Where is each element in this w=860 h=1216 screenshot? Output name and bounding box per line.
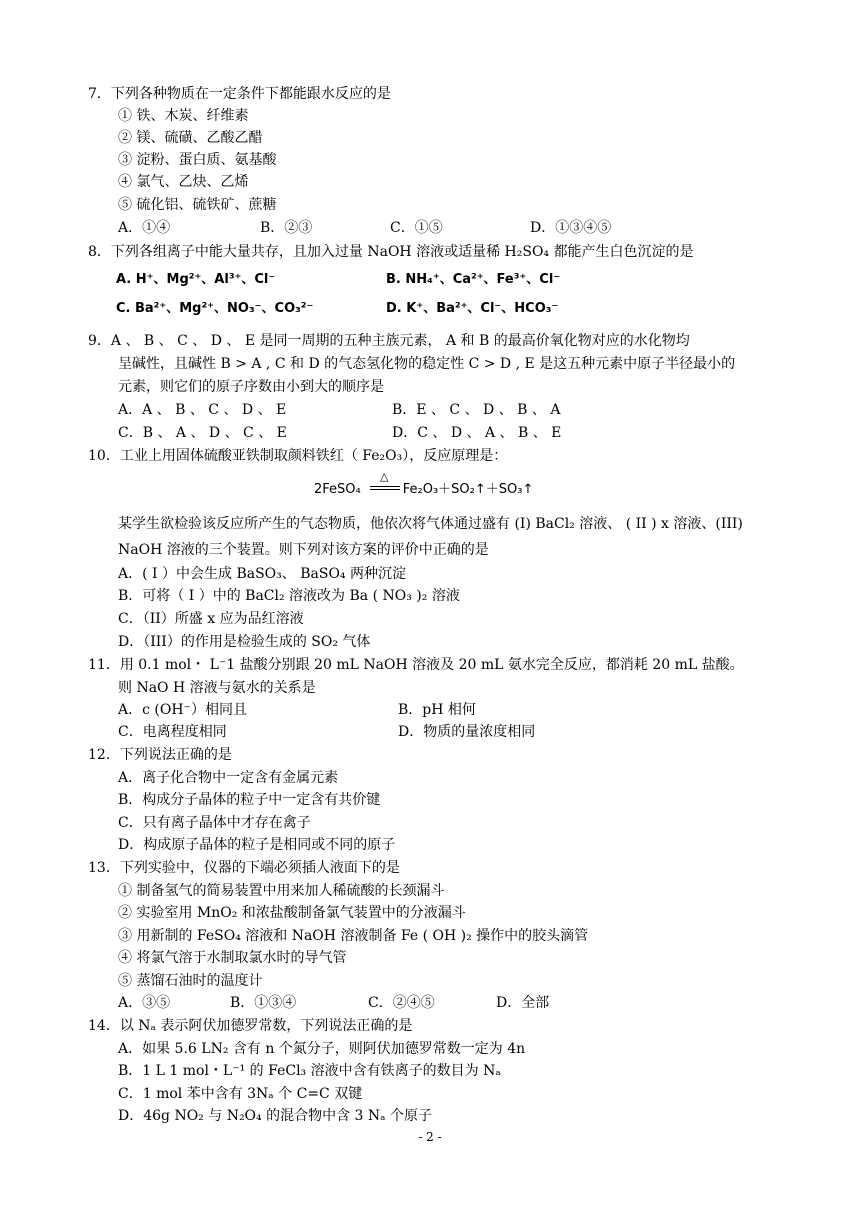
q12-option-a: A．离子化合物中一定含有金属元素 — [118, 770, 339, 786]
q8-option-a: A. H⁺、Mg²⁺、Al³⁺、Cl⁻ — [116, 272, 276, 287]
q13-item-2: ② 实验室用 MnO₂ 和浓盐酸制备氯气装置中的分液漏斗 — [118, 905, 466, 921]
q11-option-b: B．pH 相何 — [398, 702, 476, 718]
q13-option-b: B．①③④ — [230, 995, 297, 1011]
q7-item-4: ④ 氯气、乙炔、乙烯 — [118, 174, 249, 190]
q12-option-d: D．构成原子晶体的粒子是相同或不同的原子 — [118, 837, 396, 853]
q7-item-1: ① 铁、木炭、纤维素 — [118, 108, 249, 124]
q8-option-d: D. K⁺、Ba²⁺、Cl⁻、HCO₃⁻ — [386, 301, 559, 316]
q9-option-b: B．E 、 C 、 D 、 B 、 A — [392, 402, 561, 418]
q13-option-d: D．全部 — [496, 995, 550, 1011]
q10-stem: 10．工业上用固体硫酸亚铁制取颜料铁红（ Fe₂O₃），反应原理是： — [88, 448, 508, 464]
q9-stem-line-1: 9．A 、 B 、 C 、 D 、 E 是同一周期的五种主族元素， A 和 B 的最高价氧化物对应的水化物均 — [88, 333, 690, 349]
q12-stem: 12．下列说法正确的是 — [88, 747, 232, 763]
q10-stem-line-3: NaOH 溶液的三个装置。则下列对该方案的评价中正确的是 — [118, 542, 489, 558]
q9-option-d: D．C 、 D 、 A 、 B 、 E — [392, 425, 562, 441]
q10-option-b: B．可将（ I ）中的 BaCl₂ 溶液改为 Ba ( NO₃ )₂ 溶液 — [118, 588, 460, 604]
q12-option-c: C．只有离子晶体中才存在禽子 — [118, 815, 311, 831]
q7-stem: 7．下列各种物质在一定条件下都能跟水反应的是 — [88, 86, 391, 102]
q14-option-a: A．如果 5.6 LN₂ 含有 n 个氮分子，则阿伏加德罗常数一定为 4n — [118, 1041, 526, 1057]
q7-item-3: ③ 淀粉、蛋白质、氨基酸 — [118, 152, 277, 168]
q10-option-d: D．（III）的作用是检验生成的 SO₂ 气体 — [118, 634, 371, 650]
q8-stem: 8．下列各组离子中能大量共存，且加入过量 NaOH 溶液或适量稀 H₂SO₄ 都能产生白色沉淀的是 — [88, 244, 694, 260]
q10-equation-bar — [370, 486, 400, 487]
page-number: - 2 - — [418, 1130, 442, 1144]
q13-option-a: A．③⑤ — [118, 995, 171, 1011]
q10-stem-line-2: 某学生欲检验该反应所产生的气态物质，他依次将气体通过盛有 (I) BaCl₂ 溶液、 ( II ) x 溶液、(III) — [118, 516, 743, 532]
q10-heat-symbol: △ — [380, 470, 389, 483]
q7-option-b: B．②③ — [260, 220, 313, 236]
q11-option-d: D．物质的量浓度相同 — [398, 724, 536, 740]
q10-equation — [314, 478, 533, 497]
q13-item-1: ① 制备氢气的简易装置中用来加人稀硫酸的长颈漏斗 — [118, 883, 445, 899]
q7-option-a: A．①④ — [118, 220, 171, 236]
q10-equation-right: Fe₂O₃＋SO₂↑＋SO₃↑ — [402, 482, 534, 497]
q7-option-d: D．①③④⑤ — [530, 220, 612, 236]
q13-item-3: ③ 用新制的 FeSO₄ 溶液和 NaOH 溶液制备 Fe ( OH )₂ 操作中的胶头滴管 — [118, 928, 589, 944]
q8-option-b: B. NH₄⁺、Ca²⁺、Fe³⁺、Cl⁻ — [386, 272, 561, 287]
q9-option-c: C．B 、 A 、 D 、 C 、 E — [118, 425, 287, 441]
q14-option-c: C．1 mol 苯中含有 3Nₐ 个 C=C 双键 — [118, 1086, 363, 1102]
q13-item-4: ④ 将氯气溶于水制取氯水时的导气管 — [118, 950, 347, 966]
q14-stem: 14．以 Nₐ 表示阿伏加德罗常数，下列说法正确的是 — [88, 1018, 413, 1034]
q11-option-c: C．电离程度相同 — [118, 724, 227, 740]
q9-option-a: A．A 、 B 、 C 、 D 、 E — [118, 402, 287, 418]
q11-stem-line-1: 11．用 0.1 mol・ L⁻1 盐酸分别跟 20 mL NaOH 溶液及 20 mL 氨水完全反应，都消耗 20 mL 盐酸。 — [88, 657, 744, 673]
q12-option-b: B．构成分子晶体的粒子中一定含有共价键 — [118, 792, 381, 808]
q13-option-c: C．②④⑤ — [368, 995, 435, 1011]
q7-item-2: ② 镁、硫磺、乙酸乙醋 — [118, 130, 263, 146]
q13-stem: 13．下列实验中，仪器的下端必须插人液面下的是 — [88, 860, 400, 876]
q7-item-5: ⑤ 硫化铝、硫铁矿、蔗糖 — [118, 197, 277, 213]
q13-item-5: ⑤ 蒸馏石油时的温度计 — [118, 973, 263, 989]
q11-stem-line-2: 则 NaO H 溶液与氨水的关系是 — [118, 680, 316, 696]
q7-option-c: C．①⑤ — [390, 220, 443, 236]
q10-option-a: A．( I ）中会生成 BaSO₃、 BaSO₄ 两种沉淀 — [118, 566, 406, 582]
q14-option-d: D．46g NO₂ 与 N₂O₄ 的混合物中含 3 Nₐ 个原子 — [118, 1108, 433, 1124]
q9-stem-line-3: 元素，则它们的原子序数由小到大的顺序是 — [118, 379, 384, 395]
q8-option-c: C. Ba²⁺、Mg²⁺、NO₃⁻、CO₃²⁻ — [116, 301, 314, 316]
q9-stem-line-2: 呈碱性，且碱性 B > A , C 和 D 的气态氢化物的稳定性 C > D , E 是这五种元素中原子半径最小的 — [118, 356, 736, 372]
q10-option-c: C．（II）所盛 x 应为品红溶液 — [118, 611, 304, 627]
q10-equation-left: 2FeSO₄ — [314, 482, 361, 497]
q10-equation-bar-2 — [370, 489, 400, 490]
q11-option-a: A．c (OH⁻）相同且 — [118, 702, 247, 718]
q14-option-b: B．1 L 1 mol・L⁻¹ 的 FeCl₃ 溶液中含有铁离子的数目为 Nₐ — [118, 1063, 501, 1079]
